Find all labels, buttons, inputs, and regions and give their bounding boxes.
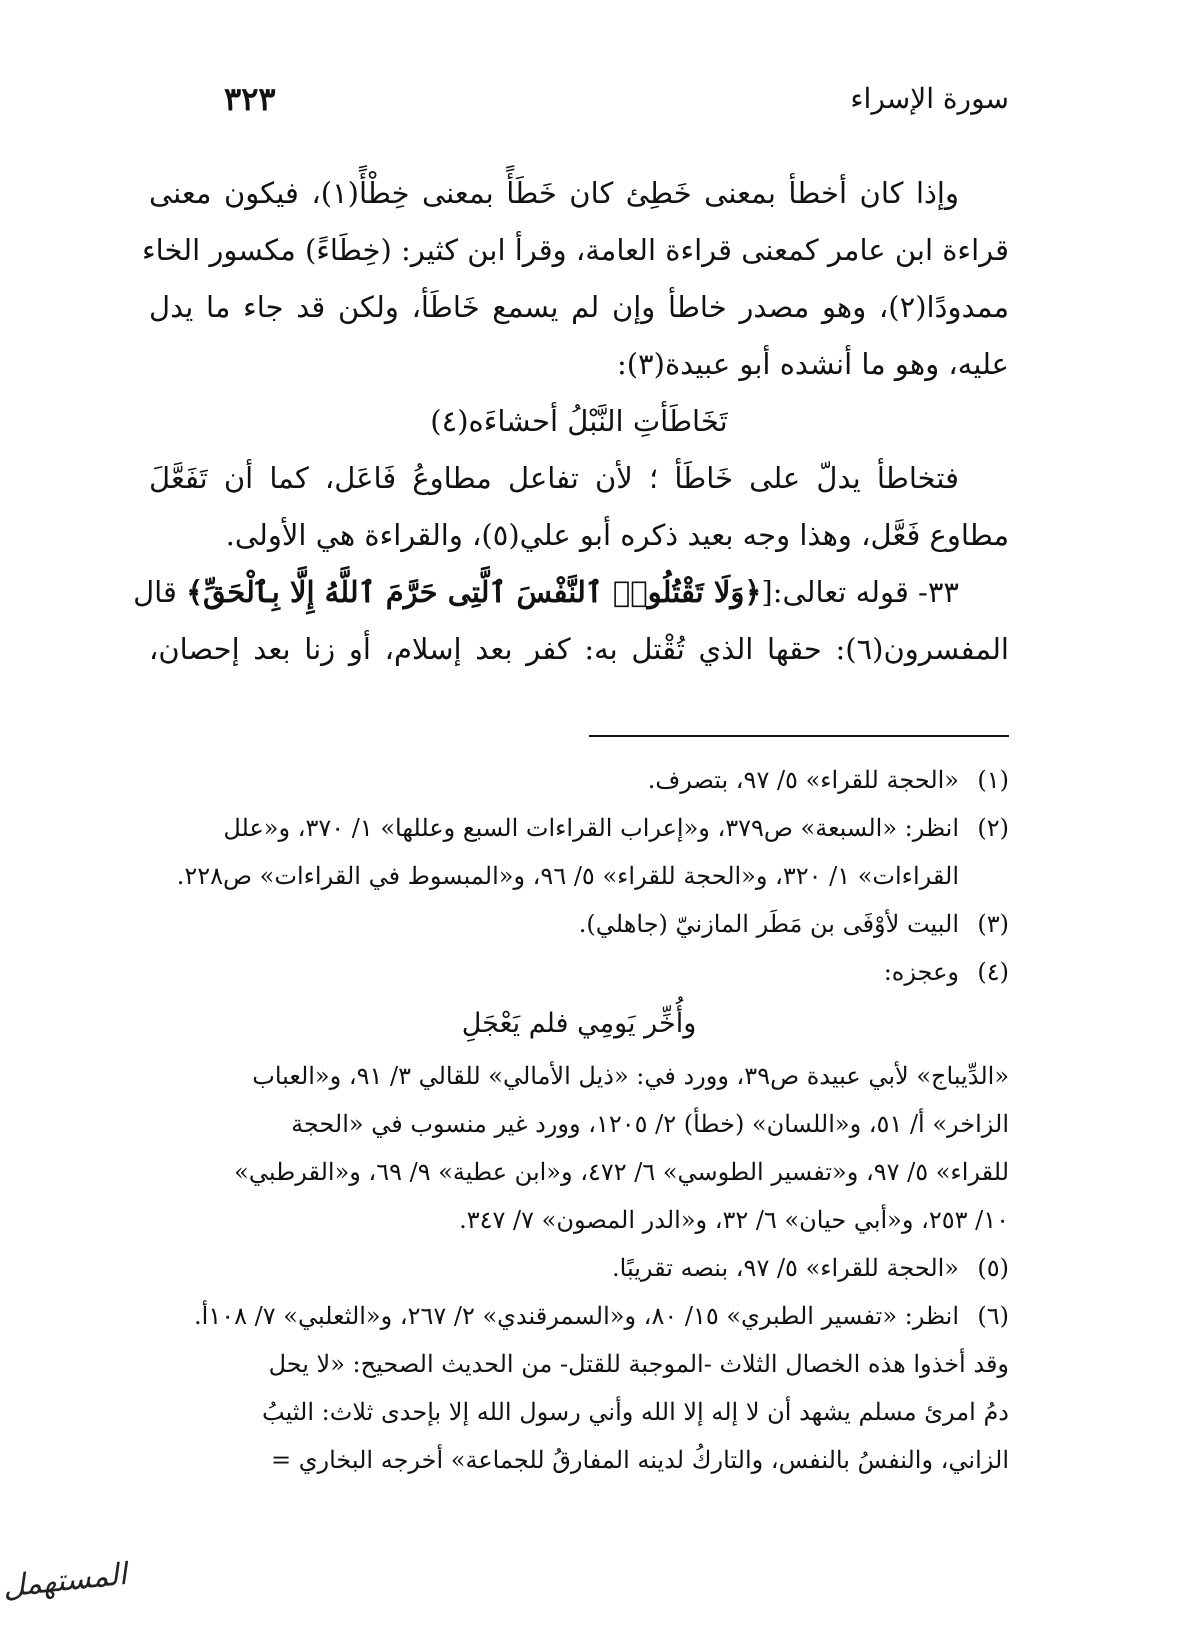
footnote-number: (١) (977, 766, 1009, 794)
footnote-number: (٤) (977, 958, 1009, 986)
footnote-text: «الحجة للقراء» ٥/ ٩٧، بنصه تقريبًا. (612, 1254, 959, 1282)
footnote-text: «الحجة للقراء» ٥/ ٩٧، بتصرف. (647, 766, 959, 794)
body-line: عليه، وهو ما أنشده أبو عبيدة(٣): (616, 347, 1009, 381)
quran-verse: ﴿وَلَا تَقْتُلُوا۟ ٱلنَّفْسَ ٱلَّتِى حَرَّمَ ٱللَّهُ إِلَّا بِٱلْحَقِّ﴾ (186, 575, 762, 609)
body-line: فتخاطأ يدلّ على خَاطَأ ؛ لأن تفاعل مطاوعُ فَاعَل، كما أن تَفَعَّلَ (149, 461, 959, 495)
footnote-continuation: ١٠/ ٢٥٣، و«أبي حيان» ٦/ ٣٢، و«الدر المصون» ٧/ ٣٤٧. (459, 1206, 1009, 1234)
footnote-number: (٦) (977, 1302, 1009, 1330)
body-line: قراءة ابن عامر كمعنى قراءة العامة، وقرأ ابن كثير: (خِطَاءً) مكسور الخاء (142, 233, 1009, 267)
footnote-text: انظر: «تفسير الطبري» ١٥/ ٨٠، و«السمرقندي» ٢/ ٢٦٧، و«الثعلبي» ٧/ ١٠٨أ. (194, 1302, 959, 1330)
footnote-text: وعجزه: (883, 958, 959, 986)
footnote-number: (٥) (977, 1254, 1009, 1282)
main-text (133, 165, 1009, 678)
page-number: ٣٢٣ (224, 80, 276, 118)
footnote-6 (149, 1292, 1009, 1340)
footnote-continuation: الزاخر» أ/ ٥١، و«اللسان» (خطأ) ٢/ ١٢٠٥، وورد غير منسوب في «الحجة (291, 1110, 1009, 1138)
running-header-surah: سورة الإسراء (850, 82, 1009, 115)
footnote-number: (٢) (977, 814, 1009, 842)
footnotes (149, 756, 1009, 1484)
footnote-continuation: دمُ امرئ مسلم يشهد أن لا إله إلا الله وأني رسول الله إلا بإحدى ثلاث: الثيبُ (262, 1398, 1009, 1426)
footnote-2 (149, 804, 1009, 852)
poetry-verse: تَخَاطَأتِ النَّبْلُ أحشاءَه(٤) (430, 404, 728, 438)
footnote-5 (149, 1244, 1009, 1292)
publisher-stamp-logo: المستهمل (0, 1556, 129, 1605)
footnote-continuation: «الدِّيباج» لأبي عبيدة ص٣٩، وورد في: «ذيل الأمالي» للقالي ٣/ ٩١، و«العباب (252, 1062, 1009, 1090)
footnote-continuation: القراءات» ١/ ٣٢٠، و«الحجة للقراء» ٥/ ٩٦، و«المبسوط في القراءات» ص٢٢٨. (176, 862, 959, 890)
body-line: المفسرون(٦): حقها الذي تُقْتل به: كفر بعد إسلام، أو زنا بعد إحصان، (149, 632, 1009, 666)
footnote-continuation: الزاني، والنفسُ بالنفس، والتاركُ لدينه المفارقُ للجماعة» أخرجه البخاري = (270, 1446, 1009, 1474)
footnote-continuation: للقراء» ٥/ ٩٧، و«تفسير الطوسي» ٦/ ٤٧٢، و«ابن عطية» ٩/ ٦٩، و«القرطبي» (234, 1158, 1009, 1186)
footnote-text: انظر: «السبعة» ص٣٧٩، و«إعراب القراءات السبع وعللها» ١/ ٣٧٠، و«علل (223, 814, 959, 842)
quran-verse-line (133, 564, 1009, 621)
body-line: مطاوع فَعَّل، وهذا وجه بعيد ذكره أبو علي(٥)، والقراءة هي الأولى. (225, 518, 1009, 552)
footnote-separator (589, 735, 1009, 737)
footnote-number: (٣) (977, 910, 1009, 938)
footnote-text: البيت لأوْفَى بن مَطَر المازنيّ (جاهلي). (578, 910, 959, 938)
footnote-1 (149, 756, 1009, 804)
footnote-3 (149, 900, 1009, 948)
body-line: وإذا كان أخطأ بمعنى خَطِئ كان خَطَأً بمعنى خِطْأً(١)، فيكون معنى (149, 176, 959, 210)
verse-outro: قال (133, 575, 187, 609)
footnote-poetry-verse: وأُخِّر يَومِي فلم يَعْجَلِ (461, 1008, 697, 1039)
body-line: ممدودًا(٢)، وهو مصدر خاطأ وإن لم يسمع خَاطَأ، ولكن قد جاء ما يدل (149, 290, 1009, 324)
footnote-4 (149, 948, 1009, 996)
verse-intro: ٣٣- قوله تعالى:[ (761, 575, 959, 609)
footnote-continuation: وقد أخذوا هذه الخصال الثلاث -الموجبة للقتل- من الحديث الصحيح: «لا يحل (268, 1350, 1009, 1378)
